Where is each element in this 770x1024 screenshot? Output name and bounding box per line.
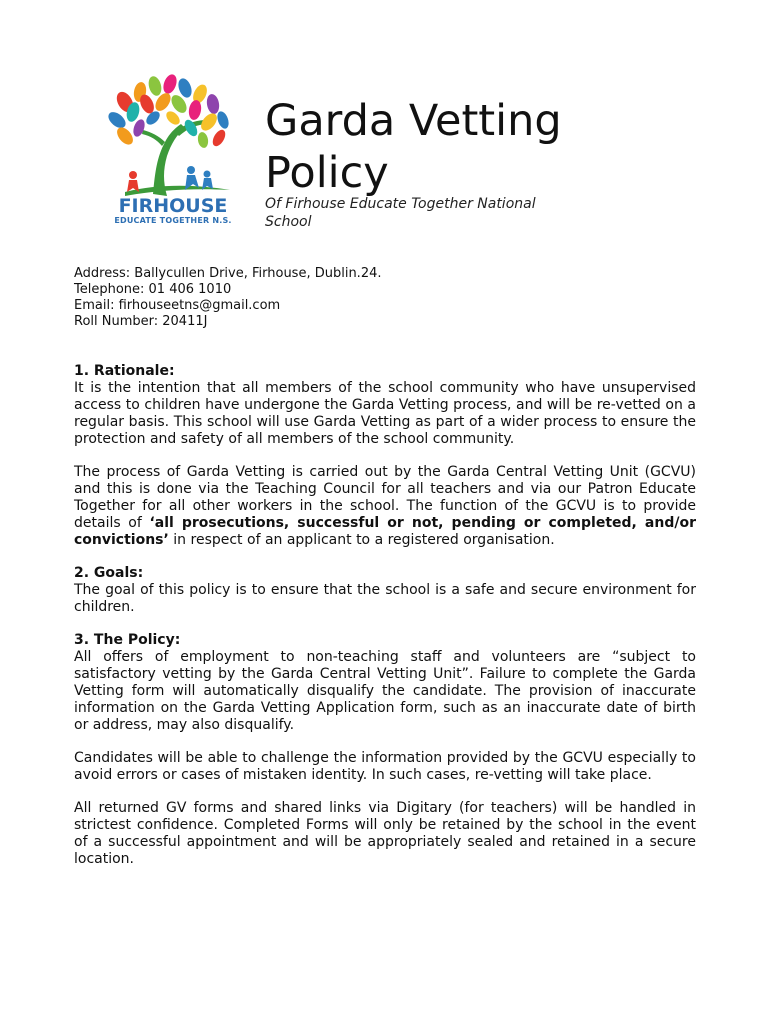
document-subtitle: Of Firhouse Educate Together National School (265, 196, 536, 230)
policy-body (74, 363, 696, 884)
policy-heading: 3. The Policy: (74, 632, 181, 648)
policy-paragraph-2: Candidates will be able to challenge the information provided by the GCVU especially to avoid errors or cases of mistaken identity. In such cases, re-vetting will take place. (74, 750, 696, 783)
logo-wordmark (103, 196, 243, 226)
logo-name: FIRHOUSE (118, 195, 228, 217)
goals-paragraph-1: The goal of this policy is to ensure that the school is a safe and secure environment for children. (74, 582, 696, 615)
policy-paragraph-3: All returned GV forms and shared links via Digitary (for teachers) will be handled in strictest confidence. Completed Forms will only be retained by the school in the event of a successful appointment and will be appropriately sealed and retained in a secure location. (74, 800, 696, 867)
subtitle-container (265, 195, 585, 230)
logo-tagline: EDUCATE TOGETHER N.S. (114, 216, 232, 225)
rationale-paragraph-2 (74, 464, 696, 549)
contact-address: Address: Ballycullen Drive, Firhouse, Dublin.24. (74, 266, 382, 281)
rationale-heading: 1. Rationale: (74, 363, 175, 379)
goals-heading: 2. Goals: (74, 565, 144, 581)
contact-block (74, 266, 382, 330)
rationale-p2-text-start: The process of Garda Vetting is carried out by the Garda Central Vetting Unit (GCVU) and this is done via the Teaching Council for all teachers and via our Patron Educate Together for all other workers in the school. The function of the GCVU is to provide details of (74, 464, 696, 531)
rationale-paragraph-1: It is the intention that all members of the school community who have unsupervised access to children have undergone the Garda Vetting process, and will be re-vetted on a regular basis. This school will use Garda Vetting as part of a wider process to ensure the protection and safety of all members of the school community. (74, 380, 696, 447)
title-line-1: Garda Vetting (265, 96, 562, 146)
document-title (265, 95, 562, 199)
contact-telephone: Telephone: 01 406 1010 (74, 282, 232, 297)
contact-roll-number: Roll Number: 20411J (74, 314, 208, 329)
contact-email: Email: firhouseetns@gmail.com (74, 298, 281, 313)
title-line-2: Policy (265, 148, 389, 198)
policy-paragraph-1: All offers of employment to non-teaching staff and volunteers are “subject to satisfactory vetting by the Garda Central Vetting Unit”. Failure to complete the Garda Vetting form will automatically disqualify the candidate. The provision of inaccurate information on the Garda Vetting Application form, such as an inaccurate date of birth or address, may also disqualify. (74, 649, 696, 733)
rationale-p2-bold-quote: ‘all prosecutions, successful or not, pending or completed, and/or convictions’ (74, 515, 696, 548)
rationale-p2-text-end: in respect of an applicant to a registered organisation. (168, 532, 555, 548)
